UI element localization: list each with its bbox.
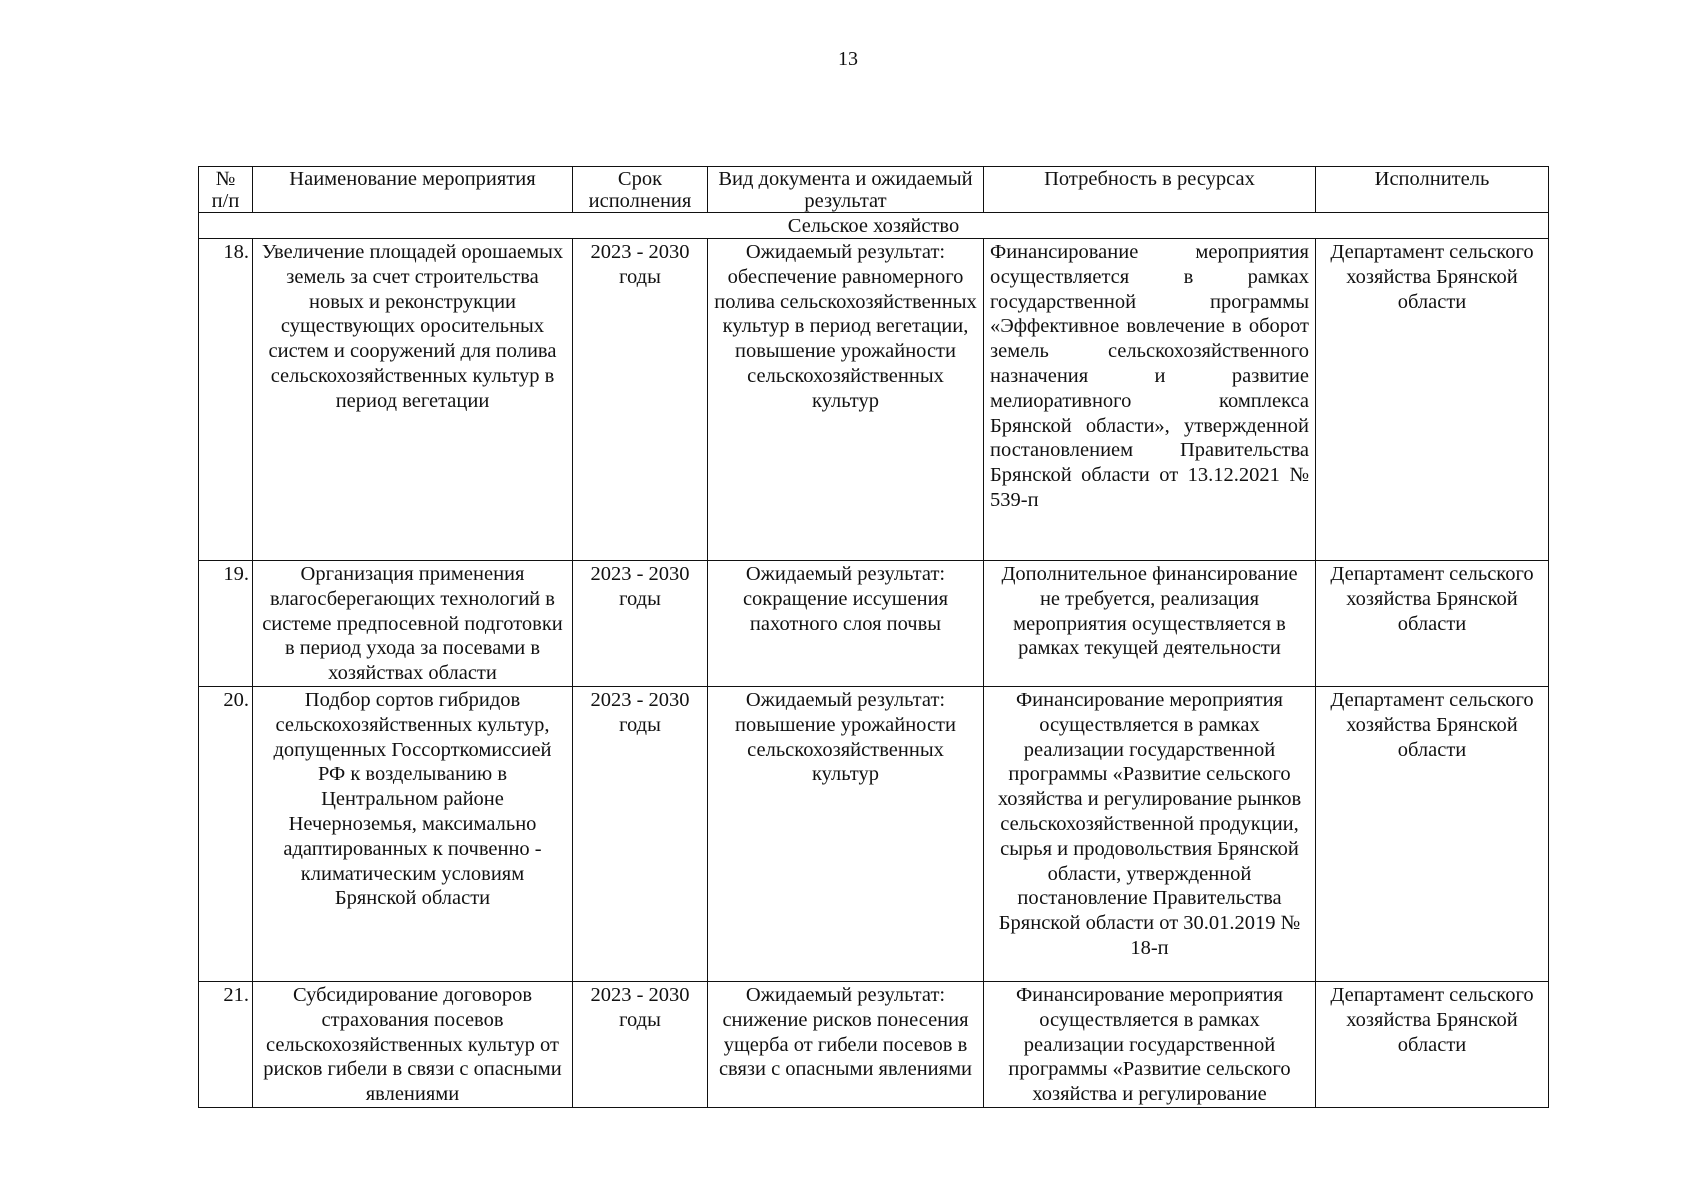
header-executor: Исполнитель xyxy=(1316,167,1549,213)
table-row xyxy=(199,686,1549,981)
row-number: 20. xyxy=(199,686,253,981)
section-title: Сельское хозяйство xyxy=(199,213,1549,239)
section-row xyxy=(199,213,1549,239)
row-number: 19. xyxy=(199,561,253,687)
page-number: 13 xyxy=(838,48,858,70)
deadline: 2023 - 2030 годы xyxy=(573,686,708,981)
executor: Департамент сельского хозяйства Брянской области xyxy=(1316,981,1549,1107)
resources: Финансирование мероприятия осуществляется в рамках государственной программы «Эффективное вовлечение в оборот земель сельскохозяйственного назначения и развитие мелиоративного комплекса Брянской области», утвержденной постановлением Правительства Брянской области от 13.12.2021 № 539-п xyxy=(984,239,1316,561)
row-number: 18. xyxy=(199,239,253,561)
activities-table xyxy=(198,166,1549,1108)
header-deadline: Срок исполнения xyxy=(573,167,708,213)
table-row xyxy=(199,981,1549,1107)
table-row xyxy=(199,239,1549,561)
header-document-result: Вид документа и ожидаемый результат xyxy=(708,167,984,213)
activity-name: Организация применения влагосберегающих технологий в системе предпосевной подготовки в период ухода за посевами в хозяйствах области xyxy=(253,561,573,687)
activity-name: Субсидирование договоров страхования посевов сельскохозяйственных культур от рисков гибели в связи с опасными явлениями xyxy=(253,981,573,1107)
executor: Департамент сельского хозяйства Брянской области xyxy=(1316,561,1549,687)
expected-result: Ожидаемый результат: снижение рисков понесения ущерба от гибели посевов в связи с опасными явлениями xyxy=(708,981,984,1107)
activity-name: Подбор сортов гибридов сельскохозяйственных культур, допущенных Госсорткомиссией РФ к возделыванию в Центральном районе Нечерноземья, максимально адаптированных к почвенно - климатическим условиям Брянской области xyxy=(253,686,573,981)
deadline: 2023 - 2030 годы xyxy=(573,981,708,1107)
resources: Финансирование мероприятия осуществляется в рамках реализации государственной программы «Развитие сельского хозяйства и регулирование рынков сельскохозяйственной продукции, сырья и продовольствия Брянской области, утвержденной постановление Правительства Брянской области от 30.01.2019 № 18-п xyxy=(984,686,1316,981)
header-resources: Потребность в ресурсах xyxy=(984,167,1316,213)
deadline: 2023 - 2030 годы xyxy=(573,561,708,687)
activity-name: Увеличение площадей орошаемых земель за счет строительства новых и реконструкции существующих оросительных систем и сооружений для полива сельскохозяйственных культур в период вегетации xyxy=(253,239,573,561)
expected-result: Ожидаемый результат: повышение урожайности сельскохозяйственных культур xyxy=(708,686,984,981)
expected-result: Ожидаемый результат: обеспечение равномерного полива сельскохозяйственных культур в период вегетации, повышение урожайности сельскохозяйственных культур xyxy=(708,239,984,561)
header-number: № п/п xyxy=(199,167,253,213)
executor: Департамент сельского хозяйства Брянской области xyxy=(1316,686,1549,981)
row-number: 21. xyxy=(199,981,253,1107)
table-row xyxy=(199,561,1549,687)
resources: Дополнительное финансирование не требуется, реализация мероприятия осуществляется в рамках текущей деятельности xyxy=(984,561,1316,687)
header-activity-name: Наименование мероприятия xyxy=(253,167,573,213)
resources: Финансирование мероприятия осуществляется в рамках реализации государственной программы «Развитие сельского хозяйства и регулирование xyxy=(984,981,1316,1107)
deadline: 2023 - 2030 годы xyxy=(573,239,708,561)
expected-result: Ожидаемый результат: сокращение иссушения пахотного слоя почвы xyxy=(708,561,984,687)
executor: Департамент сельского хозяйства Брянской области xyxy=(1316,239,1549,561)
table-header xyxy=(199,167,1549,213)
